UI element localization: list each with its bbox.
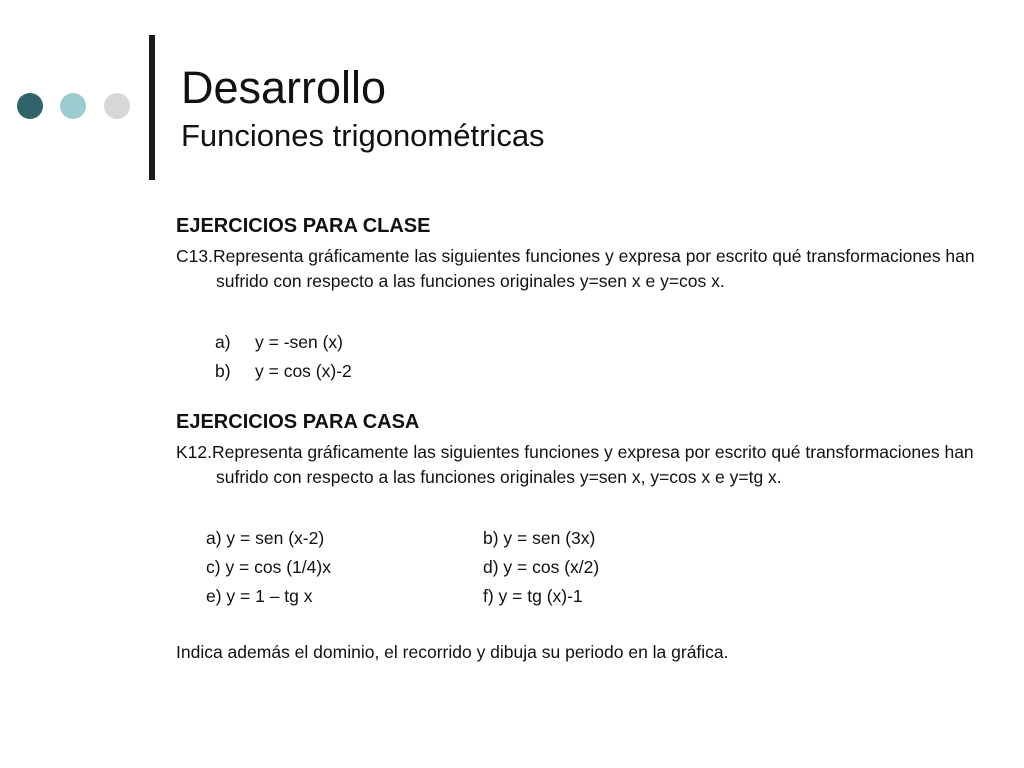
casa-item-a: a) y = sen (x-2) — [206, 528, 325, 548]
casa-item-e: e) y = 1 – tg x — [206, 586, 313, 606]
casa-item-b: b) y = sen (3x) — [483, 528, 596, 548]
casa-item-d: d) y = cos (x/2) — [483, 557, 600, 577]
decorative-dot-dark — [17, 93, 43, 119]
casa-item-f: f) y = tg (x)-1 — [483, 586, 583, 606]
slide-subtitle: Funciones trigonométricas — [181, 118, 545, 153]
slide-title: Desarrollo — [181, 62, 387, 113]
clase-item-b — [215, 359, 352, 383]
clase-item-a — [215, 330, 343, 354]
clase-exercise-text: C13.Representa gráficamente las siguientes funciones y expresa por escrito qué transformaciones han sufrido con respecto a las funciones originales y=sen x e y=cos x. — [176, 246, 975, 291]
item-text: y = cos (x)-2 — [255, 361, 352, 381]
item-marker: b) — [215, 361, 231, 381]
casa-exercise-text: K12.Representa gráficamente las siguientes funciones y expresa por escrito qué transformaciones han sufrido con respecto a las funciones originales y=sen x, y=cos x e y=tg x. — [176, 442, 974, 487]
decorative-dot-gray — [104, 93, 130, 119]
clase-heading: EJERCICIOS PARA CLASE — [176, 215, 431, 237]
item-text: y = -sen (x) — [255, 332, 344, 352]
title-divider-bar — [149, 35, 155, 180]
casa-heading: EJERCICIOS PARA CASA — [176, 411, 420, 433]
footer-instruction: Indica además el dominio, el recorrido y dibuja su periodo en la gráfica. — [176, 642, 729, 662]
decorative-dot-light — [60, 93, 86, 119]
item-marker: a) — [215, 332, 231, 352]
casa-item-c: c) y = cos (1/4)x — [206, 557, 331, 577]
